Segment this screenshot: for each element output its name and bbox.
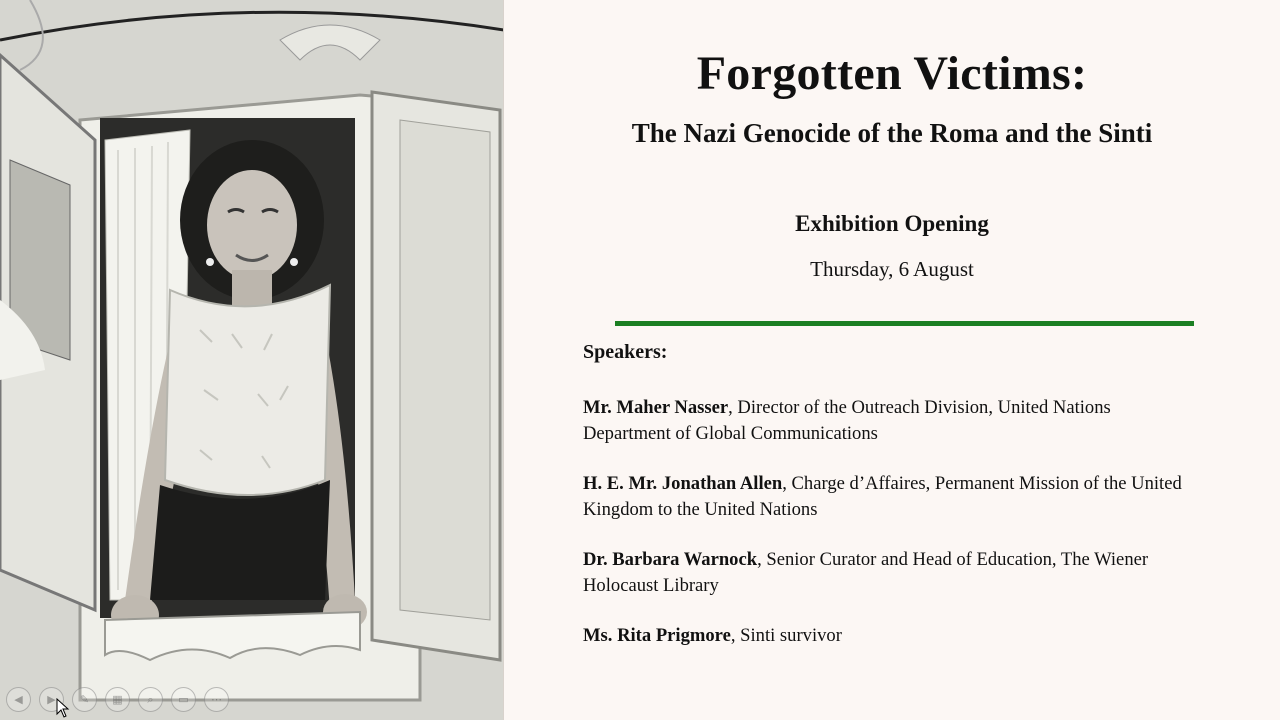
speaker-role: , Charge d’Affaires, Permanent Mission of the United Kingdom to the United Nations bbox=[583, 473, 1182, 520]
zoom-icon[interactable]: ⌕ bbox=[138, 687, 163, 712]
speaker-role: , Sinti survivor bbox=[730, 625, 842, 646]
photo-illustration bbox=[0, 0, 504, 720]
speaker-name: Mr. Maher Nasser bbox=[583, 397, 729, 418]
slide-toolbar bbox=[6, 687, 229, 712]
speaker-item bbox=[583, 471, 1203, 522]
subtitles-icon[interactable]: ▭ bbox=[171, 687, 196, 712]
slide-subtitle: The Nazi Genocide of the Roma and the Sinti bbox=[631, 118, 1153, 148]
speaker-name: Dr. Barbara Warnock bbox=[583, 549, 758, 570]
exhibition-photo bbox=[0, 0, 504, 720]
mouse-cursor-icon bbox=[56, 698, 70, 718]
speaker-item bbox=[583, 547, 1203, 598]
previous-slide-icon[interactable]: ◀ bbox=[6, 687, 31, 712]
slides-grid-icon[interactable]: ▦ bbox=[105, 687, 130, 712]
next-slide-icon[interactable]: ▶ bbox=[39, 687, 64, 712]
speaker-item bbox=[583, 395, 1203, 446]
slide-title: Forgotten Victims: bbox=[696, 47, 1088, 100]
speaker-name: H. E. Mr. Jonathan Allen bbox=[583, 473, 783, 494]
speaker-role: , Senior Curator and Head of Education, The Wiener Holocaust Library bbox=[583, 549, 1149, 596]
pen-icon[interactable]: ✎ bbox=[72, 687, 97, 712]
speakers-heading: Speakers: bbox=[583, 341, 668, 363]
event-date: Thursday, 6 August bbox=[810, 257, 974, 281]
more-options-icon[interactable]: ⋯ bbox=[204, 687, 229, 712]
event-name: Exhibition Opening bbox=[795, 211, 989, 236]
speaker-item bbox=[583, 623, 1203, 649]
speaker-role: , Director of the Outreach Division, United Nations Department of Global Communications bbox=[583, 397, 1111, 444]
speaker-name: Ms. Rita Prigmore bbox=[583, 625, 731, 646]
divider-rule bbox=[615, 321, 1194, 326]
speaker-list bbox=[583, 395, 1203, 674]
